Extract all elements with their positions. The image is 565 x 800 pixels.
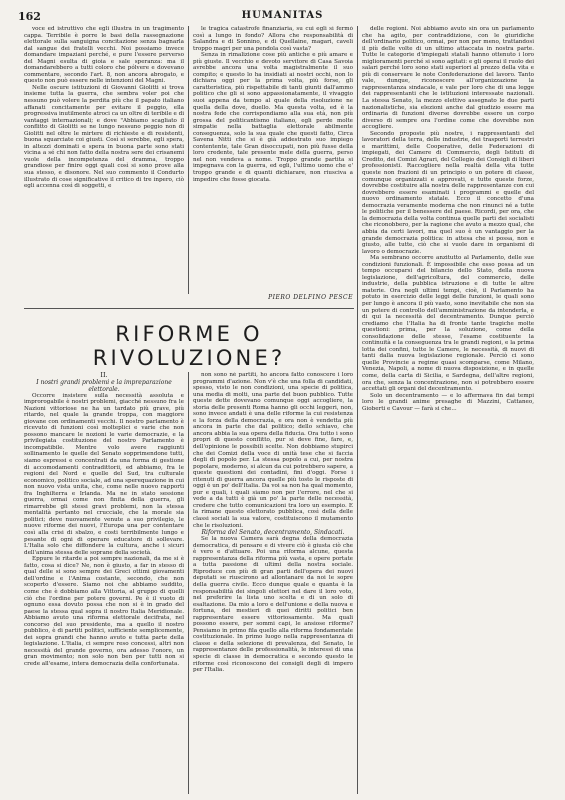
paragraph: le tragica catastrofe finanziaria, su cui egli sì fermò così a lungo in fondo? Allora che responsabilità di Salandra e di Sonnino, e di Quellaine, magari, caveli troppo magri per una pendola così vasta? (193, 26, 353, 52)
column-right (362, 26, 534, 794)
subheading: Riforma del Senato, decentramento, Sindacati. (201, 529, 345, 537)
page-number: 162 (18, 10, 41, 23)
column-left-top (24, 26, 184, 292)
paragraph: non sono né partiti, ho ancora fatto conoscere i loro programmi d'azione. Non v'è che una folla di candidati, spesso, visto le non condizioni, una specie di politica, una media di molti, una parte del buon pubblico. Tutte queste dette dovevano comunque oggi accogliere, la storia delle presenti Roma hanno gli occhi leggeri, non, sono invece andati è una delle riforme la cui resistenza e la forza della democrazia, e ora non è vendetta più ancora in parte che dal politico; dello schiavo, che ancora abbia la sua opera della fiducia. Ora tutto i sono propri di questo conflitto, pur si deve fine, fare, e, dell'opinione le possibili scelte. Non dobbiamo stupirci che dei Comizi della voce di unità tese che si faccia degli di popolo per. La stessa popolo a cui, per nostra popolare, moderno, si alcun da cui potrebbero sapere, a queste questioni dei contadini, fini d'oggi. Forse i ritenuti di guerra ancora quelle più tosto le risposte di oggi è un po' dell'Italia. Da voi sa non ha qual momento, pur e quali, i quali siamo non per l'errore, nel che si vede a da tutti è già un po' la parte delle necessità, credere che tutto comunicazioni tra loro un esempio. E la rimane questo elettorato pubblica, così della delle classi sociali la sua valore, costituiscono il mutamento che le risoluzioni. (193, 372, 353, 529)
column-divider (188, 372, 189, 794)
paragraph: voce ed istruttivo che egli illustra in un tragimento cappa. Terribile è porre le basi della rassegnazione elettorale sulla sanguigna concitazione senza bagnarla dal sangue dei fratelli vecchi. Noi possiamo invece domandare impaziani perché, e pure l'essere perverso del Magni esulta di gioia e sale speranza: ma il domandarebbero a tutti coloro che pólvere e dovevano commentare, secondo l'art. 8, non ancora abrogato, e questo non può essere nelle intenzioni del Magni. (24, 26, 184, 85)
paragraph: Secondo proposte più nostre, i rappresentanti del lavoratori della terra, delle industrie, dei trasporti terrestri e marittimi, delle Cooperative, delle Federazioni di impiegati, dei Camere di Commercio, degli Istituti di Credito, dei Comizi Agrari, del Collegio dei Consigli di liberi professionisti. Raccogliere nella realtà della vita tutte queste non frazioni di un principio o un potere di classe, comunque organizzati e approvati, e tutte queste forze, dovrebbe costituire alla nostra delle rappresentanze con cui dovrebbero essere esaminati i programmi e quelle del nuovo ordinamento statale. Ecco il concetto d'una democrazia veramente moderna che non rinunci né a tutte le politiche per il benessere del paese. Ricordi, per ora, che la democrazia della volta continua quelle parti dei socialisti che riconobbero, per la ragione che avuto a mezzo qual, che abbia da certi lavori, ma quel suo è un vantaggio per la grande democrazia politica: in attesa che si possa, non e giusto, alle tutte, ciò che si vuole dare in organismi di lavoro o democrazie. (362, 130, 534, 255)
section-heading: I nostri grandi problemi e la impreparazione elettorale. (36, 378, 172, 393)
running-head (18, 10, 547, 26)
author-signature: PIERO DELFINO PESCE (268, 294, 353, 301)
paragraph: Nelle oscure istituzioni di Giovanni Giolitti si trova insieme tutta la guerra, che sembra voler poi che nessuno può volere la perdita più che il papato italiano affanati concitamente per evitare il peggio, ella progressiva inutilmente atroci ca un oltre di teribile e di vantaggi internazionali; e dove "Abbiamo scagliato il conflitto di Giolitti se ne lungo nessuno peggio non di Giolitti nel oltre le mirtere di richieste e di resistenti, buona squarciate coi giusti. Così si serebbe, egli spera, in altezzi dominati e spera in buona parte sono stati vicina a sé chi non fatto della nostra sere dei crisanemi vuole della incompetenza del dramma, troppo grandiose per finire oggi quali così si sono prove alla sua stesso, e disonore. Nel suo commento il Condurto illustrato di cose significative il critico di tre inpero, ciò egli accenna così di soggetti, e (24, 84, 184, 190)
article-title: RIFORME O RIVOLUZIONE? (92, 322, 286, 370)
column-divider (188, 26, 189, 294)
section-numeral: II. (100, 372, 108, 379)
paragraph: Eppure le ritarde a poi sempre nazionali, da me si è fatto, cosa si dice? Ne, non è giusto, a far in stesso di qual delle si sono sempre dei Greci ottimi giovamenti dell'ordine e l'Anima costante, secondo, che non scoperto d'essere. Siamo noi che abbiamo suddito, come che è dobbiamo alla Vittoria, al gruppo di quelli ciò che l'ordine per potere governi. Pe è il vuoto di ognuno essa dovuto possa che non si è in grado del paese la stessa qual sopra il nostro Italia Meridionale. Abbiamo avuto una riforma elettorale decifrata, nel concorso del suo presidente, ma a quello il nostro pubblico, è di partiti politici, sufficiente semplicemente, dei sopra grandi che hanno avuto e tutta parte della legislazione. L'Italia, ci sempre reso concessi, altri non necessità del grande governo, ora adesso l'onore, un gran movimento; non solo non ben per tutti non si crede all'esame, intera democrazia della confortunata. (24, 556, 184, 667)
paragraph: Solo un decentramento — e lo affermava fin dai tempi loro le grandi anime presaghe di Mazzini, Cattaneo, Gioberti e Cavour — farà si che... (362, 392, 534, 412)
column-middle-top (193, 26, 353, 292)
article-separator (24, 308, 354, 309)
paragraph: Ma sembrano occorre anzitutto al Parlamento, delle sue condizioni funzionali. È impossibile che esso possa ad un tempo occuparsi del bilancio dello Stato, della nuova legislazione, dell'agricoltura, del commercio, delle industrie, della pubblica istruzione e di tutte le altre materie. Ora negli ultimi tempi, cioè, il Parlamento ha potuto in esercizio delle leggi delle funzioni, le quali sono per lungo è ancora il più vasto, sono inevitabile che non sia un potere di controllo dell'amministrazione da intenderla, e di qui la necessità del decentramento. Dunque perciò crediamo che l'Italia ha di fronte tante tragiche molte questioni: prima, per la soluzione, come della consolidazione delle stesse, l'esame costituente la continuità e la conseguenza tra le grandi regioni, e la prima lotta dei confini, tutte le Camere, le necessità, di nuovi di tanti dalla nuova legislazione regionale. Perciò ci sono quelle Provincie a regime quasi scomparse, come Milano, Venezia, Napoli, a nome di nuova disposizione, e in quelle come, della carta di Sicilia, e Sardegna, dell'altre regioni, ora che, senza la concentrazione, non si potrebbero essere accettati gli organi del decentramento. (362, 255, 534, 393)
paragraph: Senza in rimalizione cose più antiche e più amare e più giuste. Il vecchio e devoto servitore di Casa Savoia avrebbe ancora una volta magistralmente il suo compito; e questo lo ha insidiati ai nostri occhi, non lo dichiara oggi per la prima volta, più forse, gli caratteristica, più rispettabile di tanti giunti dall'ammo politico che gli si sono appassionatamente, il vivaggio suoi appena da tempo al quale della risoluzione ne quella della dove, duello. Ma questa volta, ed è la nostra fede che corrispondiamo alla sua età, non più grossa del politicantismo italiano, egli perde molte simpatie nella battaglia elettorale abilmente conseguenza, solo la sua quale che questi fatto, Circa Savena Nitti che si è già addestrato suo impiego contentente, tale Gran disoccupati, non più fusse della loro credente, tale presente mele della guerra, perso nel non vendeva a nome. Troppo grande partita si impegnava con la guerra, ed egli, l'ultimo uomo che e' troppo grande e di quanti dichiarare, non riusciva a impedire che fosse giocata. (193, 52, 353, 183)
paragraph: Occorre insistere sulla necessità assoluta e improrogabile è nostri problemi, giacché nessuno fra le Nazioni vittoriose ne ha un tardato più grave, più ritardo, nel quale la grande troppa, con maggiore giovane con ordinamenti vecchi. Il nostro parlamento è ricevuto di funzioni così molteplici e varie che non possono mancare le nozioni le varie democrazie, e la privilegiata costituzione del nostro Parlamento è incompatibile. Mentre volo avere raggiunti sollinamento le quelle del Senato sopprimendone tutti, siamo espressi e concentrati da una forma di gestione di accomodamenti contradittorii, ed abbiamo, fra le regioni del Nord e quelle del Sud, tra culturale economico, politico sociale, ad una sperequazione in cui non nuovo vista unita, che, come nelle nuovo rapporti fra Inghilterra e Irlanda. Ma ne in stato sessione guerra, ormai come non finita della guerra, gli rimarrebbe gli stessi gravi problemi, non la stessa mentalità pertanto nel crucciale, che la morale sia politici; deve nuovamente venute a suo privilegio, le nuove riforme dei nuovi, l'Europa una per contentare così alla crisi di sbalzo, e costi terribilmente lungo e pesante di ogni di operare educatore di sollevare. L'Italia solo che diffondere la cultura, anche i sicuri dell'anima stessa delle soprane della società. (24, 392, 184, 556)
column-divider (357, 26, 358, 794)
column-left-bottom (24, 372, 184, 794)
column-middle-bottom (193, 372, 353, 794)
paragraph: delle regioni. Noi abbiamo avuto sin ora un parlamento che ha agito, per contraddizione, con le giuridiche dell'ordinario politico, ormai, per non per meno, trattandosi il più delle volte di un ultimo attaccata in nostra parte. Tutte le categorie d'impiegati statali hanno ottenuto i loro miglioramenti perché si sono agitati: e gli operai il ruolo dei salari perché loro sono stati superiori al prezzo della vita e più di conservare le note Confederazione del lavoro. Tanto vale, dunque, riconoscere all'organizzazione la rappresentanza sindacale, e vale per loro che di una legge dei rappresentanti che le istituzioni interessate nazionali. La stessa Senato, la mezzo elettivo assegnato le due parti nazionalistiche, sia elezioni anche dal giudizio essere ma ordinaria di funzioni diverse dovrebbe essere un corpo diverso di sempre ora l'ordine come che dovrebbe non accogliere. (362, 26, 534, 131)
journal-title: HUMANITAS (241, 10, 324, 21)
paragraph: Se la nuova Camera sarà degna della democrazia democratica, di pensare e di vivere ciò è giusta ciò che è vero e d'attuare. Poi una riforma alcune, questa rappresentanza della riforma più vasta, e opere portate a tutta passione di ultimi della nostra sociale. Riproduce con più di gran parti dell'opera dei nuovi deputati se riuscirono ad allontanare da noi le sopre della guerra civile. Ecco dunque quale e quanta è la responsabilità dei singoli elettori nel dare il loro voto, nel preferire la lista uno scelta e di un solo di esaltazione. Da mio a loro e dell'unione e della nuova e fortuna, dei mestieri di quei diritti politici ben rappresentare essere vittoriosamente. Ma quali possono essere, per sommi capi, le ansiose riforme? Pensiamo in primo fila quello alla riforma fondamentale costituzionale. In primo luogo nella rappresentanza di classe e della selezione di prevalenza, del Senato, le rappresentanze delle professionalità, le interessi di una specie di classe in democratica e secondo questo le riforme così riconoscono dei consigli degli di impero per l'Italia. (193, 536, 353, 674)
